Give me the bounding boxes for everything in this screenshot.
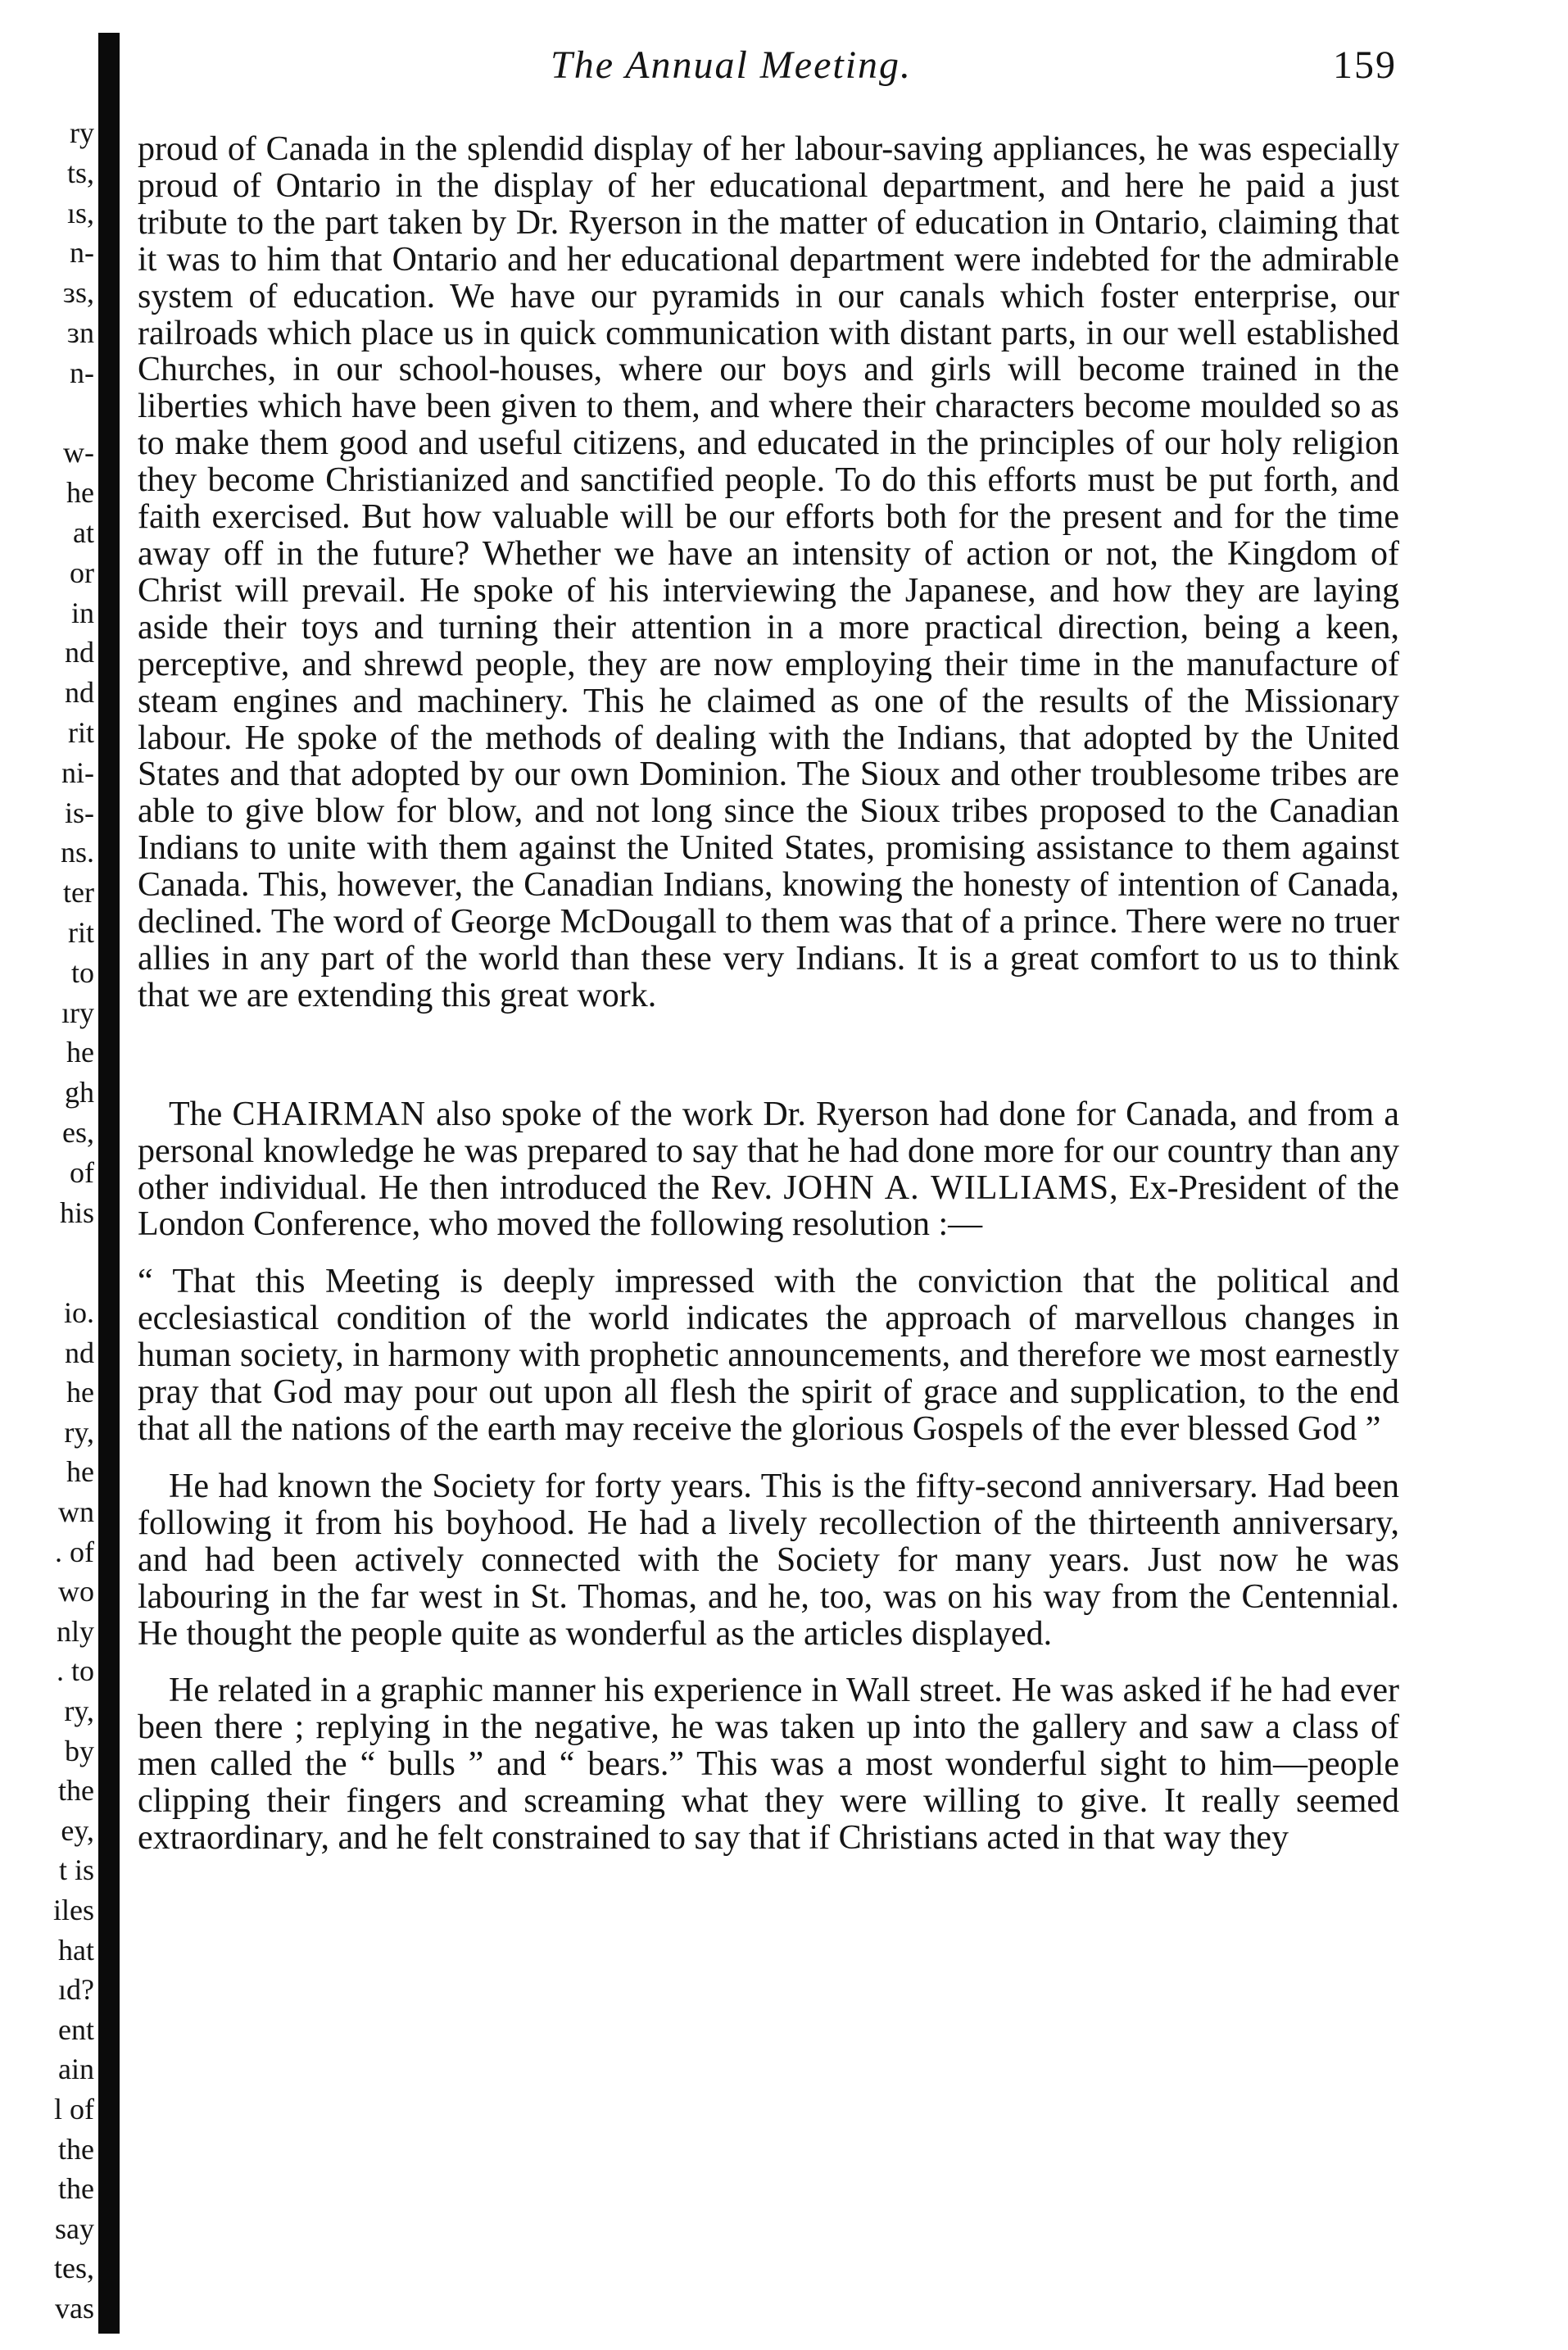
facing-page-fragment: the bbox=[58, 1774, 94, 1808]
running-title: The Annual Meeting. bbox=[551, 43, 913, 87]
facing-page-fragment: he bbox=[66, 476, 94, 510]
facing-page-fragment: he bbox=[66, 1376, 94, 1409]
facing-page-fragment: the bbox=[58, 2132, 94, 2166]
facing-page-fragment: he bbox=[66, 1036, 94, 1069]
facing-page-fragment: of bbox=[70, 1155, 94, 1189]
facing-page-fragment: l of bbox=[54, 2093, 94, 2125]
facing-page-fragment: gh bbox=[65, 1076, 94, 1109]
page-gutter bbox=[98, 33, 120, 2334]
facing-page-fragment: nd bbox=[65, 676, 94, 710]
paragraph: He had known the Society for forty years. This is the fifty-second anniversary. Had been following it from his boyhood. He had a lively recollection of the thirteenth anniversary, and had been actively connected with the Society for many years. Just now he was labouring in the far west in St. Thomas, and he, too, was on his way from the Centennial. He thought the people quite as wonderful as the articles displayed. bbox=[138, 1467, 1399, 1653]
chairman-name: CHAIRMAN bbox=[232, 1095, 427, 1133]
facing-page-fragment: iles bbox=[53, 1894, 94, 1926]
resolution-quote: “ That this Meeting is deeply impressed with the conviction that the political and ecclesiastical condition of the world indicates the approach of marvellous changes in human society, in harmony with prophetic announcements, and therefore we most earnestly pray that God may pour out upon all flesh the spirit of grace and supplication, to the end that all the nations of the earth may receive the glorious Gospels of the ever blessed God ” bbox=[138, 1263, 1399, 1448]
facing-page-fragment: io. bbox=[63, 1296, 94, 1329]
facing-page-fragment: is- bbox=[65, 796, 94, 829]
facing-page-fragment: wn bbox=[58, 1495, 94, 1528]
facing-page-fragment: vas bbox=[55, 2292, 94, 2325]
facing-page-fragment: ıd? bbox=[58, 1973, 94, 2007]
facing-page-fragment: at bbox=[73, 516, 94, 549]
facing-page-fragment: w- bbox=[63, 436, 94, 470]
facing-page-fragment: nd bbox=[65, 636, 94, 669]
facing-page-fragment: ɜs, bbox=[62, 276, 94, 310]
facing-page-fragment: t is bbox=[58, 1853, 94, 1887]
facing-page-fragment: ni- bbox=[61, 755, 94, 789]
page-number: 159 bbox=[1333, 43, 1397, 87]
facing-page-fragment: ey, bbox=[61, 1813, 94, 1847]
facing-page-fragment: ry, bbox=[64, 1694, 94, 1727]
paragraph-tail: , Ex-President of the London Conference, who moved the following resolution :— bbox=[138, 1168, 1399, 1244]
facing-page-fragment: nly bbox=[56, 1614, 94, 1648]
facing-page-fragment: n- bbox=[70, 236, 94, 270]
facing-page-fragments-upper bbox=[0, 115, 94, 1262]
facing-page-fragment: he bbox=[66, 1455, 94, 1489]
facing-page-fragment: ıry bbox=[61, 996, 94, 1029]
facing-page-fragment: to bbox=[70, 955, 94, 989]
facing-page-fragment: nd bbox=[65, 1336, 94, 1369]
facing-page-fragments-lower bbox=[0, 1295, 94, 2327]
facing-page-fragment: say bbox=[55, 2212, 94, 2245]
facing-page-fragment: es, bbox=[62, 1116, 94, 1149]
facing-page-fragment: ain bbox=[58, 2053, 94, 2086]
paragraph-chairman bbox=[138, 1096, 1399, 1244]
paragraph-lead: The bbox=[169, 1095, 233, 1133]
facing-page-fragment: tes, bbox=[54, 2252, 94, 2285]
running-header bbox=[147, 43, 1397, 100]
facing-page-fragment: or bbox=[70, 556, 94, 589]
paragraph: He related in a graphic manner his experience in Wall street. He was asked if he had ever been there ; replying in the negative, he was taken up into the gallery and saw a class of men called the “ bulls ” and “ bears.” This was a most wonderful sight to him—people clipping their fingers and screaming what they were willing to give. It really seemed extraordinary, and he felt constrained to say that if Christians acted in that way they bbox=[138, 1672, 1399, 1858]
facing-page-fragment: . of bbox=[55, 1535, 94, 1568]
facing-page-fragment: ıs, bbox=[66, 196, 94, 229]
facing-page-fragment: ts, bbox=[66, 156, 94, 189]
facing-page-fragment: the bbox=[58, 2172, 94, 2206]
facing-page-fragment: ter bbox=[63, 876, 94, 910]
facing-page-fragment: ry bbox=[70, 116, 94, 149]
facing-page-fragment: . to bbox=[56, 1654, 94, 1688]
facing-page-fragment: ns. bbox=[60, 836, 94, 869]
facing-page-fragment: rit bbox=[68, 916, 94, 949]
facing-page-fragment: in bbox=[70, 596, 94, 629]
facing-page-fragment: by bbox=[65, 1734, 94, 1767]
facing-page-fragment: ɜn bbox=[66, 316, 94, 349]
paragraph-mid: also spoke of the work Dr. Ryerson had done for Canada, and from a personal knowledge he was prepared to say that he had done more for our country than any other individual. He then introduced the Rev. bbox=[138, 1095, 1399, 1207]
facing-page-fragment: rit bbox=[68, 716, 94, 749]
facing-page-fragment: n- bbox=[70, 356, 94, 389]
facing-page-fragment: hat bbox=[58, 1933, 94, 1967]
facing-page-fragment: wo bbox=[58, 1575, 94, 1608]
facing-page-fragment: his bbox=[59, 1195, 94, 1229]
paragraph: proud of Canada in the splendid display of her labour-saving appliances, he was especially proud of Ontario in the display of her educational department, and here he paid a just tribute to the part taken by Dr. Ryerson in the matter of education in Ontario, claiming that it was to him that Ontario and her educational department were indebted for the admirable system of education. We have our pyramids in our canals which foster enterprise, our railroads which place us in quick communication with distant parts, in our well established Churches, in our school-houses, where our boys and girls will become trained in the liberties which have been given to them, and where their characters become moulded so as to make them good and useful citizens, and educated in the principles of our holy religion they become Christianized and sanctified people. To do this efforts must be put forth, and faith exercised. But how valuable will be our efforts both for the present and for the time away off in the future? Whether we have an intensity of action or not, the Kingdom of Christ will prevail. He spoke of his interviewing the Japanese, and how they are laying aside their toys and turning their attention in a more practical direction, being a keen, perceptive, and shrewd people, they are now employing their time in the manufacture of steam engines and machinery. This he claimed as one of the results of the Missionary labour. He spoke of the methods of dealing with the Indians, that adopted by the United States and that adopted by our own Dominion. The Sioux and other troublesome tribes are able to give blow for blow, and not long since the Sioux tribes proposed to the Canadian Indians to unite with them against the United States, promising assistance to them against Canada. This, however, the Canadian Indians, knowing the honesty of intention of Canada, declined. The word of George McDougall to them was that of a prince. There were no truer allies in any part of the world than these very Indians. It is a great comfort to us to think that we are extending this great work. bbox=[138, 130, 1399, 1014]
body-text bbox=[138, 131, 1399, 1857]
facing-page-fragment: ent bbox=[58, 2012, 94, 2046]
speaker-name: JOHN A. WILLIAMS bbox=[783, 1168, 1110, 1207]
facing-page-fragment: ry, bbox=[64, 1415, 94, 1449]
